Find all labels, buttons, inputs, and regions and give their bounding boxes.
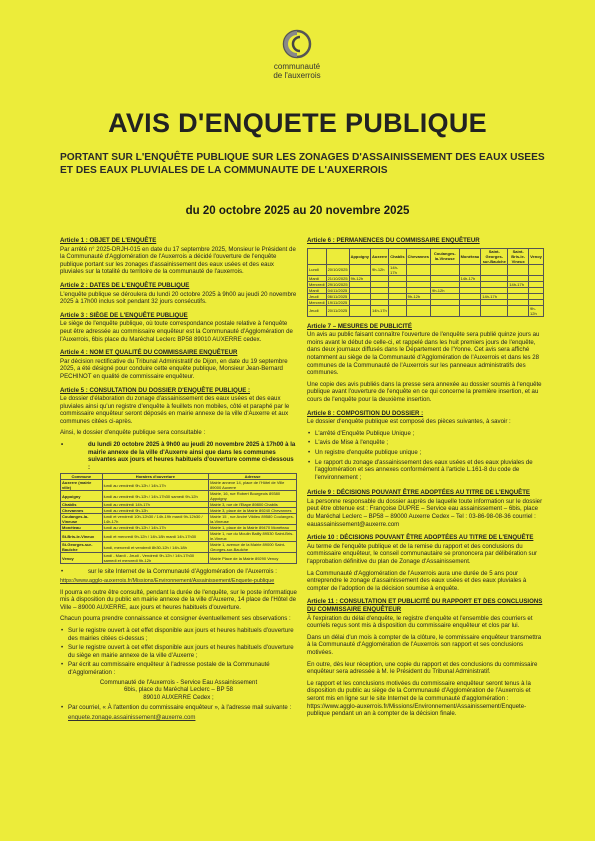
table-cell: lundi au vendredi 9h-12h xyxy=(102,508,208,514)
article-10-text-2: La Communauté d'Agglomération de l'Auxerrois aura une durée de 5 ans pour entreprendre le zonage d'assainissement des eaux usées et des eaux pluviales à compter de l'adoption de la décision soumise à enquête. xyxy=(307,569,527,592)
table-header-cell: Adresse xyxy=(209,474,297,480)
table-cell: Auxerre (mairie ville) xyxy=(61,480,103,491)
article-11-text-2: Dans un délai d'un mois à compter de la clôture, le commissaire enquêteur transmettra à la Communauté d'Agglomération de l'Auxerrois son rapport et ses conclusions motivées. xyxy=(307,633,542,656)
table-row xyxy=(61,480,297,491)
table-row xyxy=(308,305,544,316)
article-7-text: Un avis au public faisant connaître l'ouverture de l'enquête sera publié quinze jours au moins avant le début de celle-ci, et rappelé dans les huit premiers jours de l'enquête, dans deux journaux diffusés dans le Département de l'Yonne. Cet avis sera affiché notamment au siège de la Communauté d'Agglomération de l'Auxerrois et dans les 28 communes de la Communauté de l'Auxerrois sur les panneaux administratifs des communes. xyxy=(307,331,540,377)
table-header-cell: Commune xyxy=(61,474,103,480)
article-3-heading: Article 3 : SIÈGE DE L'ENQUÊTE PUBLIQUE xyxy=(60,311,188,319)
article-5-heading: Article 5 : CONSULTATION DU DOSSIER D'ENQUÊTE PUBLIQUE : xyxy=(60,386,251,394)
table-cell: Mairie annexe 14, place de l'Hôtel de Ville 89000 Auxerre xyxy=(209,480,297,491)
table-cell: 9h-12h xyxy=(371,264,389,275)
postal-address-line1: Communauté de l'Auxerrois - Service Eau Assainissement xyxy=(99,678,258,686)
table-cell: lundi au vendredi 9h-12h / 14h-17h30 samedi 9h-12h xyxy=(102,491,208,502)
table-cell: Mairie 1, rue du Moulin Bailly 89530 Saint-Bris-le-Vineux xyxy=(209,531,297,542)
table-row xyxy=(308,264,544,275)
table-cell: Chevannes xyxy=(61,508,103,514)
table-header-cell xyxy=(326,248,349,264)
dossier-item-1: • L'arrêté d'Enquête Publique Unique ; xyxy=(315,430,544,438)
table-cell: 14h-17h xyxy=(481,293,508,299)
article-6-heading: Article 6 : PERMANENCES DU COMMISSAIRE ENQUÊTEUR xyxy=(307,237,480,244)
table-cell xyxy=(508,264,529,275)
table-header-cell: Coulanges-la-Vineuse xyxy=(431,248,460,264)
left-column xyxy=(60,237,297,722)
table-cell xyxy=(349,305,370,316)
article-11-text: À l'expiration du délai d'enquête, le registre d'enquête et l'ensemble des courriers et courriels reçus sont mis à disposition du commissaire enquêteur et clos par lui. xyxy=(307,614,533,630)
table-header-cell: Saint-Georges-sur-Baulche xyxy=(482,248,506,264)
dossier-item-3: • Un registre d'enquête publique unique ; xyxy=(315,449,544,457)
article-8-heading: Article 8 : COMPOSITION DU DOSSIER : xyxy=(307,409,424,417)
table-cell xyxy=(406,264,430,275)
table-cell xyxy=(529,264,544,275)
table-cell: Mairie 3, rue de l'Etape 89800 Chablis xyxy=(209,502,297,508)
table-header-cell: Monéteau xyxy=(459,248,481,264)
table-cell: 29/10/2025 xyxy=(327,281,348,287)
article-5-text-3: Il pourra en outre être consulté, pendant la durée de l'enquête, sur le poste informatique mis à disposition du public en mairie annexe de la ville d'Auxerre, 14 place de l'Hôtel de Ville – 89000 AUXERRE, aux jours et heures habituels d'ouverture. xyxy=(60,588,297,611)
article-2-text: L'enquête publique se déroulera du lundi 20 octobre 2025 à 9h00 au jeudi 20 novembre 2025 à 17h00 inclus soit pendant 32 jours consécutifs. xyxy=(60,290,297,306)
table-row xyxy=(61,491,297,502)
observation-item-2: • Sur le registre ouvert à cet effet disponible aux jours et heures habituels d'ouverture du siège en mairie annexe de la ville d'Auxerre ; xyxy=(68,644,297,659)
article-8-text: Le dossier d'enquête publique est composé des pièces suivantes, à savoir : xyxy=(307,418,511,426)
table-cell xyxy=(459,264,481,275)
article-9-text: La personne responsable du dossier auprès de laquelle toute information sur le dossier peut être obtenue est : Françoise DUPRE – Service eau assainissement – 6bis, place du Maréchal Leclerc – BP58 – 89000 Auxerre Cedex – Tel : 03-86-98-08-36 courriel : eauassainissement@auxerre.com xyxy=(307,497,543,528)
dossier-item-2: • L'avis de Mise à l'enquête ; xyxy=(315,439,544,447)
table-cell: 20/11/2025 xyxy=(326,305,349,316)
table-cell xyxy=(431,264,460,275)
logo-mark-icon xyxy=(282,28,312,62)
permanences-table xyxy=(307,248,544,317)
article-2-heading: Article 2 : DATES DE L'ENQUÊTE PUBLIQUE xyxy=(60,281,190,289)
website-link[interactable]: https://www.agglo-auxerrois.fr/Missions/Environnement/Assainissement/Enquete-publique xyxy=(60,578,275,585)
table-cell: 06/11/2025 xyxy=(327,293,348,299)
observation-item-1: • Sur le registre ouvert à cet effet disponible aux jours et heures habituels d'ouverture des mairies citées ci-dessus ; xyxy=(68,627,297,642)
table-cell: 9h-12h xyxy=(431,287,460,293)
article-10-heading: Article 10 : DÉCISIONS POUVANT ÊTRE ADOPTÉES AU TITRE DE L'ENQUÊTE xyxy=(307,534,534,542)
table-cell xyxy=(389,305,406,316)
article-5-text: Le dossier d'élaboration du zonage d'assainissement des eaux usées et des eaux pluviales ainsi qu'un registre d'enquête à feuillets non mobiles, côté et paraphé par le commissaire enquêteur seront déposés en mairie annexe de la ville d'Auxerre et aux communes citées ci-après. xyxy=(60,395,290,425)
table-header-cell: Venoy xyxy=(529,248,544,264)
table-cell: lundi - Mardi - Jeudi - Vendredi 9h-12h / 14h-17h30 samedi et mercredi 9h-12h xyxy=(102,553,208,564)
table-header xyxy=(308,248,544,264)
table-header-cell: Appoigny xyxy=(349,248,370,264)
table-cell: lundi, mercredi et vendredi 8h30-12h / 14h-18h xyxy=(102,542,208,553)
table-cell: St-Georges-sur-Baulche xyxy=(61,542,103,553)
table-cell: 14h-17h xyxy=(371,305,389,316)
table-row xyxy=(61,542,297,553)
enquiry-dates: du 20 octobre 2025 au 20 novembre 2025 xyxy=(185,205,410,217)
article-11-text-4: Le rapport et les conclusions motivées du commissaire enquêteur seront tenus à la disposition du public au siège de la Communauté d'Agglomération de l'Auxerrois et seront mis en ligne sur le site Internet de la communauté d'agglomération : https://www.agglo-auxerrois.fr/Missions/Environnement/Assainissement/Enquete-publique pendant un an à compter de la décision finale. xyxy=(307,679,531,718)
right-column xyxy=(307,237,544,722)
table-cell: Mairie 1, avenue de la Mairie 89000 Saint-Georges-sur-Baulche xyxy=(209,542,297,553)
observation-item-4: • Par courriel, « À l'attention du commissaire enquêteur », à l'adresse mail suivante : xyxy=(68,704,297,712)
table-cell: lundi et mercredi 9h-12h / 14h-18h mardi 14h-17h30 xyxy=(102,531,208,542)
table-cell: St-Bris-le-Vineux xyxy=(61,531,103,542)
logo-text-line2: de l'auxerrois xyxy=(273,71,321,80)
article-10-text: Au terme de l'enquête publique et de la remise du rapport et des conclusions du commissaire enquêteur, le conseil communautaire se prononcera par délibération sur l'approbation définitive du plan de Zonage d'Assainissement. xyxy=(307,542,537,566)
table-body xyxy=(308,264,544,316)
table-cell: 21/10/2025 xyxy=(327,275,348,281)
table-cell: lundi au vendredi 9h-12h / 14h-17h xyxy=(102,525,208,531)
table-cell xyxy=(431,305,460,316)
dossier-item-4: • Le rapport du zonage d'assainissement des eaux usées et des eaux pluviales de l'agglomération et ses annexes conformément à l'article L.161-8 du code de l'environnement ; xyxy=(315,459,544,482)
article-9-heading: Article 9 : DÉCISIONS POUVANT ÊTRE ADOPTÉES AU TITRE DE L'ENQUÊTE xyxy=(307,489,530,497)
page-title: AVIS D'ENQUETE PUBLIQUE xyxy=(108,108,487,138)
article-1-text: Par arrêté n° 2025-DRJH-015 en date du 17 septembre 2025, Monsieur le Président de la Communauté d'Agglomération de l'Auxerrois a décidé l'ouverture de l'enquête publique portant sur les zonages d'assainissement des eaux usées et des eaux pluviales sur la totalité du territoire de la communauté de l'auxerrois. xyxy=(60,245,296,276)
table-cell xyxy=(406,305,430,316)
table-cell xyxy=(481,305,508,316)
article-5-text-4: Chacun pourra prendre connaissance et consigner éventuellement ses observations : xyxy=(60,615,291,623)
table-cell: 14h-17h xyxy=(459,275,481,281)
table-cell: 19/11/2025 xyxy=(327,299,348,305)
article-7-text-2: Une copie des avis publiés dans la presse sera annexée au dossier soumis à l'enquête publique avant l'ouverture de l'enquête en ce qui concerne la première insertion, et au cours de l'enquête pour la deuxième insertion. xyxy=(307,380,542,403)
table-header-cell: Chevannes xyxy=(406,248,430,264)
table-cell: Mairie 3, place de la Mairie 89240 Chevannes xyxy=(209,508,297,514)
table-cell: Mairie Place de la Mairie 89290 Venoy xyxy=(209,553,297,564)
table-cell xyxy=(459,305,481,316)
table-cell: lundi et vendredi 10h-12h30 / 14h-19h mardi 9h-12h30 / 14h-17h xyxy=(102,514,208,525)
table-cell: Mardi xyxy=(308,275,327,281)
article-7-heading: Article 7 – MESURES DE PUBLICITÉ xyxy=(307,322,412,330)
table-cell: Mercredi xyxy=(309,299,325,305)
table-cell: Mairie, 16, rue Robert Bourgeois 89380 Appoigny xyxy=(209,491,297,502)
table-cell: Mairie 1, place de la Mairie 89470 Monéteau xyxy=(209,525,297,531)
opening-hours-table xyxy=(60,473,297,564)
table-cell: Monéteau xyxy=(61,525,103,531)
table-cell: Mercredi xyxy=(309,281,325,287)
article-5-text-2: Ainsi, le dossier d'enquête publique sera consultable : xyxy=(60,429,206,437)
consultation-bullet-1: • du lundi 20 octobre 2025 à 9h00 au jeudi 20 novembre 2025 à 17h00 à la mairie annexe de la ville d'Auxerre ainsi que dans les communes suivantes aux jours et heures habituels d'ouverture comme ci-dessous : xyxy=(68,441,297,471)
table-row xyxy=(61,553,297,564)
table-cell: 9h-12h xyxy=(349,275,370,281)
table-cell xyxy=(349,264,370,275)
article-11-text-3: En outre, dès leur réception, une copie du rapport et des conclusions du commissaire enquêteur sera adressée à M. le Président du Tribunal Administratif. xyxy=(307,660,538,676)
table-cell: lundi au vendredi 14h-17h xyxy=(102,502,208,508)
table-cell: 04/11/2025 xyxy=(327,287,348,293)
table-cell: Venoy xyxy=(61,553,103,564)
observation-item-3: • Par écrit au commissaire enquêteur à l'adresse postale de la Communauté d'Agglomération : xyxy=(68,661,297,676)
table-cell: Jeudi xyxy=(308,305,327,316)
table-cell: 20/10/2025 xyxy=(326,264,349,275)
table-cell: Appoigny xyxy=(61,491,103,502)
table-cell: Coulanges-la-Vineuse xyxy=(61,514,103,525)
postal-address-line2: 6bis, place du Maréchal Leclerc – BP 58 xyxy=(124,686,233,694)
table-header-cell: Auxerre xyxy=(371,248,389,264)
table-cell: 9h-12h xyxy=(406,293,430,299)
table-cell: 14h-17h xyxy=(508,281,529,287)
table-header-cell: Saint-Bris-le-Vineux xyxy=(508,248,529,264)
table-body xyxy=(61,480,297,564)
table-row xyxy=(61,514,297,525)
article-1-heading: Article 1 : OBJET DE L'ENQUÊTE xyxy=(60,237,157,244)
consultation-bullet-2: • sur le site Internet de la Communauté d'Agglomération de l'Auxerrois : xyxy=(68,568,297,576)
article-11-heading: Article 11 : CONSULTATION ET PUBLICITÉ DU RAPPORT ET DES CONCLUSIONS DU COMMISSAIRE ENQUÊTEUR xyxy=(307,598,543,613)
table-header-cell xyxy=(308,248,327,264)
table-cell: Jeudi xyxy=(308,293,327,299)
table-cell: Mardi xyxy=(308,287,327,293)
table-cell: 9h-12h xyxy=(529,305,544,316)
logo-text-line1: communauté xyxy=(273,62,321,71)
table-cell: lundi au vendredi 9h-12h / 14h-17h xyxy=(102,480,208,491)
table-header-cell: Chablis xyxy=(389,248,406,264)
article-4-heading: Article 4 : NOM ET QUALITÉ DU COMMISSAIRE ENQUÊTEUR xyxy=(60,349,238,357)
table-cell: Mairie 15 , rue André Vildieu 89580 Coulanges-la-Vineuse xyxy=(209,514,297,525)
table-header-cell: Horaires d'ouverture xyxy=(102,474,208,480)
article-3-text: Le siège de l'enquête publique, où toute correspondance postale relative à l'enquête peut être adressée au commissaire enquêteur est la Communauté d'Agglomération de l'Auxerrois, 6bis place du Maréchal Leclerc BP58 89010 AUXERRE cedex. xyxy=(60,320,293,343)
table-cell xyxy=(481,264,508,275)
table-cell: Chablis xyxy=(61,502,103,508)
page-subtitle: PORTANT SUR L'ENQUÊTE PUBLIQUE SUR LES ZONAGES D'ASSAINISSEMENT DES EAUX USEES ET DES EAUX PLUVIALES DE LA COMMUNAUTE DE L'AUXERROIS xyxy=(60,152,545,176)
table-cell xyxy=(508,305,529,316)
article-4-text: Par décision rectificative du Tribunal Administratif de Dijon, en date du 19 septembre 2025, a été désigné pour conduire cette enquête publique, Monsieur Jean-Bernard PECHINOT en qualité de commissaire enquêteur. xyxy=(60,357,288,380)
table-cell: 14h-17h xyxy=(389,264,406,275)
table-cell: Lundi xyxy=(308,264,327,275)
email-link[interactable]: enquete.zonage.assainissement@auxerre.com xyxy=(68,713,196,721)
table-row xyxy=(61,531,297,542)
logo xyxy=(262,28,332,80)
postal-address-line3: 89010 AUXERRE Cedex ; xyxy=(143,693,214,701)
